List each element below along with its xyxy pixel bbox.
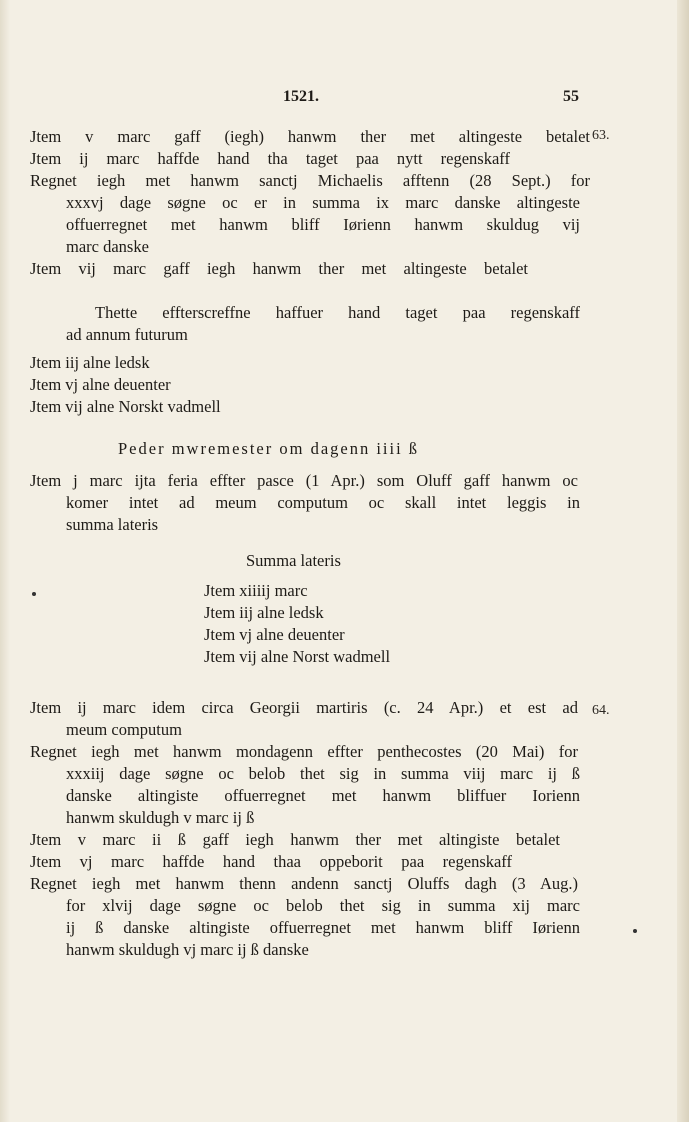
text-line: Jtem iij alne ledsk	[30, 353, 150, 372]
section-heading: Peder mwremester om dagenn iiii ß	[118, 439, 420, 458]
summa-item: Jtem iij alne ledsk	[204, 603, 324, 622]
summa-item: Jtem vj alne deuenter	[204, 625, 345, 644]
text-line: Jtem v marc gaff (iegh) hanwm ther met altingeste betalet	[30, 127, 590, 146]
text-line: Jtem ij marc idem circa Georgii martiris (c. 24 Apr.) et est ad	[30, 698, 578, 717]
text-line: Regnet iegh met hanwm sanctj Michaelis afftenn (28 Sept.) for	[30, 171, 590, 190]
text-line: komer intet ad meum computum oc skall intet leggis in	[66, 493, 580, 512]
summa-item: Jtem xiiiij marc	[204, 581, 308, 600]
text-line: Jtem v marc ii ß gaff iegh hanwm ther met altingiste betalet	[30, 830, 560, 849]
text-line: Jtem vj alne deuenter	[30, 375, 171, 394]
text-line: Thette effterscreffne haffuer hand taget paa regenskaff	[95, 303, 580, 322]
text-line: Regnet iegh met hanwm mondagenn effter penthecostes (20 Mai) for	[30, 742, 578, 761]
text-line: ij ß danske altingiste offuerregnet met hanwm bliff Iørienn	[66, 918, 580, 937]
text-line: Jtem vij marc gaff iegh hanwm ther met altingeste betalet	[30, 259, 528, 278]
text-line: for xlvij dage søgne oc belob thet sig in summa xij marc	[66, 896, 580, 915]
text-line: summa lateris	[66, 515, 159, 534]
text-line: Jtem ij marc haffde hand tha taget paa nytt regenskaff	[30, 149, 510, 168]
summa-heading: Summa lateris	[246, 551, 341, 570]
header-year: 1521.	[283, 88, 319, 105]
page-number: 55	[563, 88, 579, 105]
text-line: offuerregnet met hanwm bliff Iørienn hanwm skuldug vij	[66, 215, 580, 234]
text-line: Jtem vj marc haffde hand thaa oppeborit paa regenskaff	[30, 852, 512, 871]
text-line: xxxiij dage søgne oc belob thet sig in summa viij marc ij ß	[66, 764, 580, 783]
text-line: ad annum futurum	[66, 325, 188, 344]
page-left-edge	[0, 0, 10, 1122]
margin-note-64: 64.	[592, 703, 610, 718]
text-line: marc danske	[66, 237, 149, 256]
text-line: hanwm skuldugh vj marc ij ß danske	[66, 940, 309, 959]
text-line: Regnet iegh met hanwm thenn andenn sanctj Oluffs dagh (3 Aug.)	[30, 874, 578, 893]
text-line: hanwm skuldugh v marc ij ß	[66, 808, 255, 827]
margin-note-63: 63.	[592, 128, 610, 143]
summa-item: Jtem vij alne Norst wadmell	[204, 647, 391, 666]
text-line: Jtem j marc ijta feria effter pasce (1 Apr.) som Oluff gaff hanwm oc	[30, 471, 578, 490]
text-line: Jtem vij alne Norskt vadmell	[30, 397, 221, 416]
text-line: meum computum	[66, 720, 182, 739]
ink-speck	[633, 929, 637, 933]
ink-speck	[32, 592, 36, 596]
text-line: danske altingiste offuerregnet met hanwm bliffuer Iorienn	[66, 786, 580, 805]
page-right-edge	[677, 0, 689, 1122]
text-line: xxxvj dage søgne oc er in summa ix marc danske altingeste	[66, 193, 580, 212]
running-header	[30, 88, 590, 110]
